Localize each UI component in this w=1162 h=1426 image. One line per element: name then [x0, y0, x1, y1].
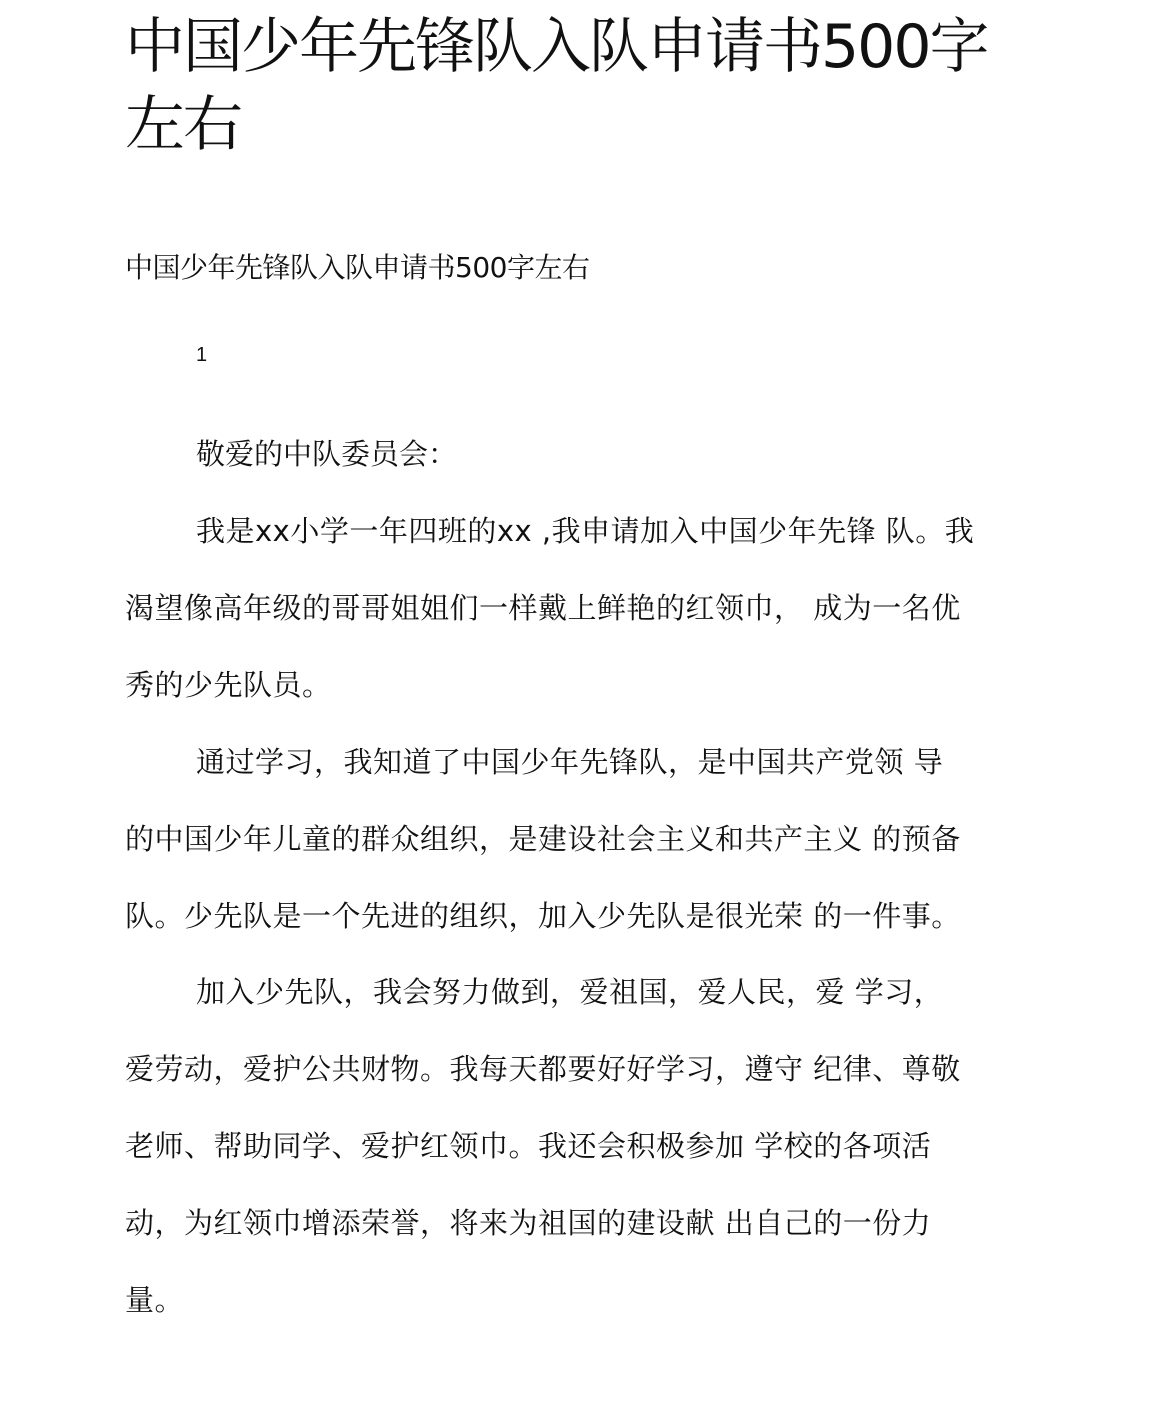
paragraph-line: 的中国少年儿童的群众组织，是建设社会主义和共产主义 的预备	[125, 822, 961, 856]
page-number: 1	[196, 344, 208, 366]
paragraph-3	[125, 954, 1035, 1339]
paragraph-line: 量。	[125, 1283, 185, 1317]
paragraph-1	[125, 493, 1035, 724]
document-subtitle: 中国少年先锋队入队申请书500字左右	[125, 251, 590, 284]
paragraph-line: 爱劳动，爱护公共财物。我每天都要好好学习，遵守 纪律、尊敬	[125, 1052, 961, 1086]
paragraph-line: 老师、帮助同学、爱护红领巾。我还会积极参加 学校的各项活	[125, 1129, 932, 1163]
paragraph-line: 我是xx小学一年四班的xx ,我申请加入中国少年先锋 队。我	[196, 514, 975, 548]
paragraph-line: 渴望像高年级的哥哥姐姐们一样戴上鲜艳的红领巾， 成为一名优	[125, 591, 961, 625]
paragraph-line: 加入少先队，我会努力做到，爱祖国，爱人民，爱 学习，	[196, 975, 944, 1009]
paragraph-line: 队。少先队是一个先进的组织，加入少先队是很光荣 的一件事。	[125, 899, 961, 933]
document-title-line-1: 中国少年先锋队入队申请书500字	[125, 12, 988, 82]
paragraph-line: 动，为红领巾增添荣誉，将来为祖国的建设献 出自己的一份力	[125, 1206, 932, 1240]
salutation: 敬爱的中队委员会：	[196, 437, 458, 471]
paragraph-2	[125, 724, 1035, 955]
document-title	[125, 8, 1025, 164]
paragraph-line: 通过学习，我知道了中国少年先锋队，是中国共产党领 导	[196, 745, 944, 779]
document-title-line-2: 左右	[125, 90, 241, 160]
paragraph-line: 秀的少先队员。	[125, 668, 332, 702]
